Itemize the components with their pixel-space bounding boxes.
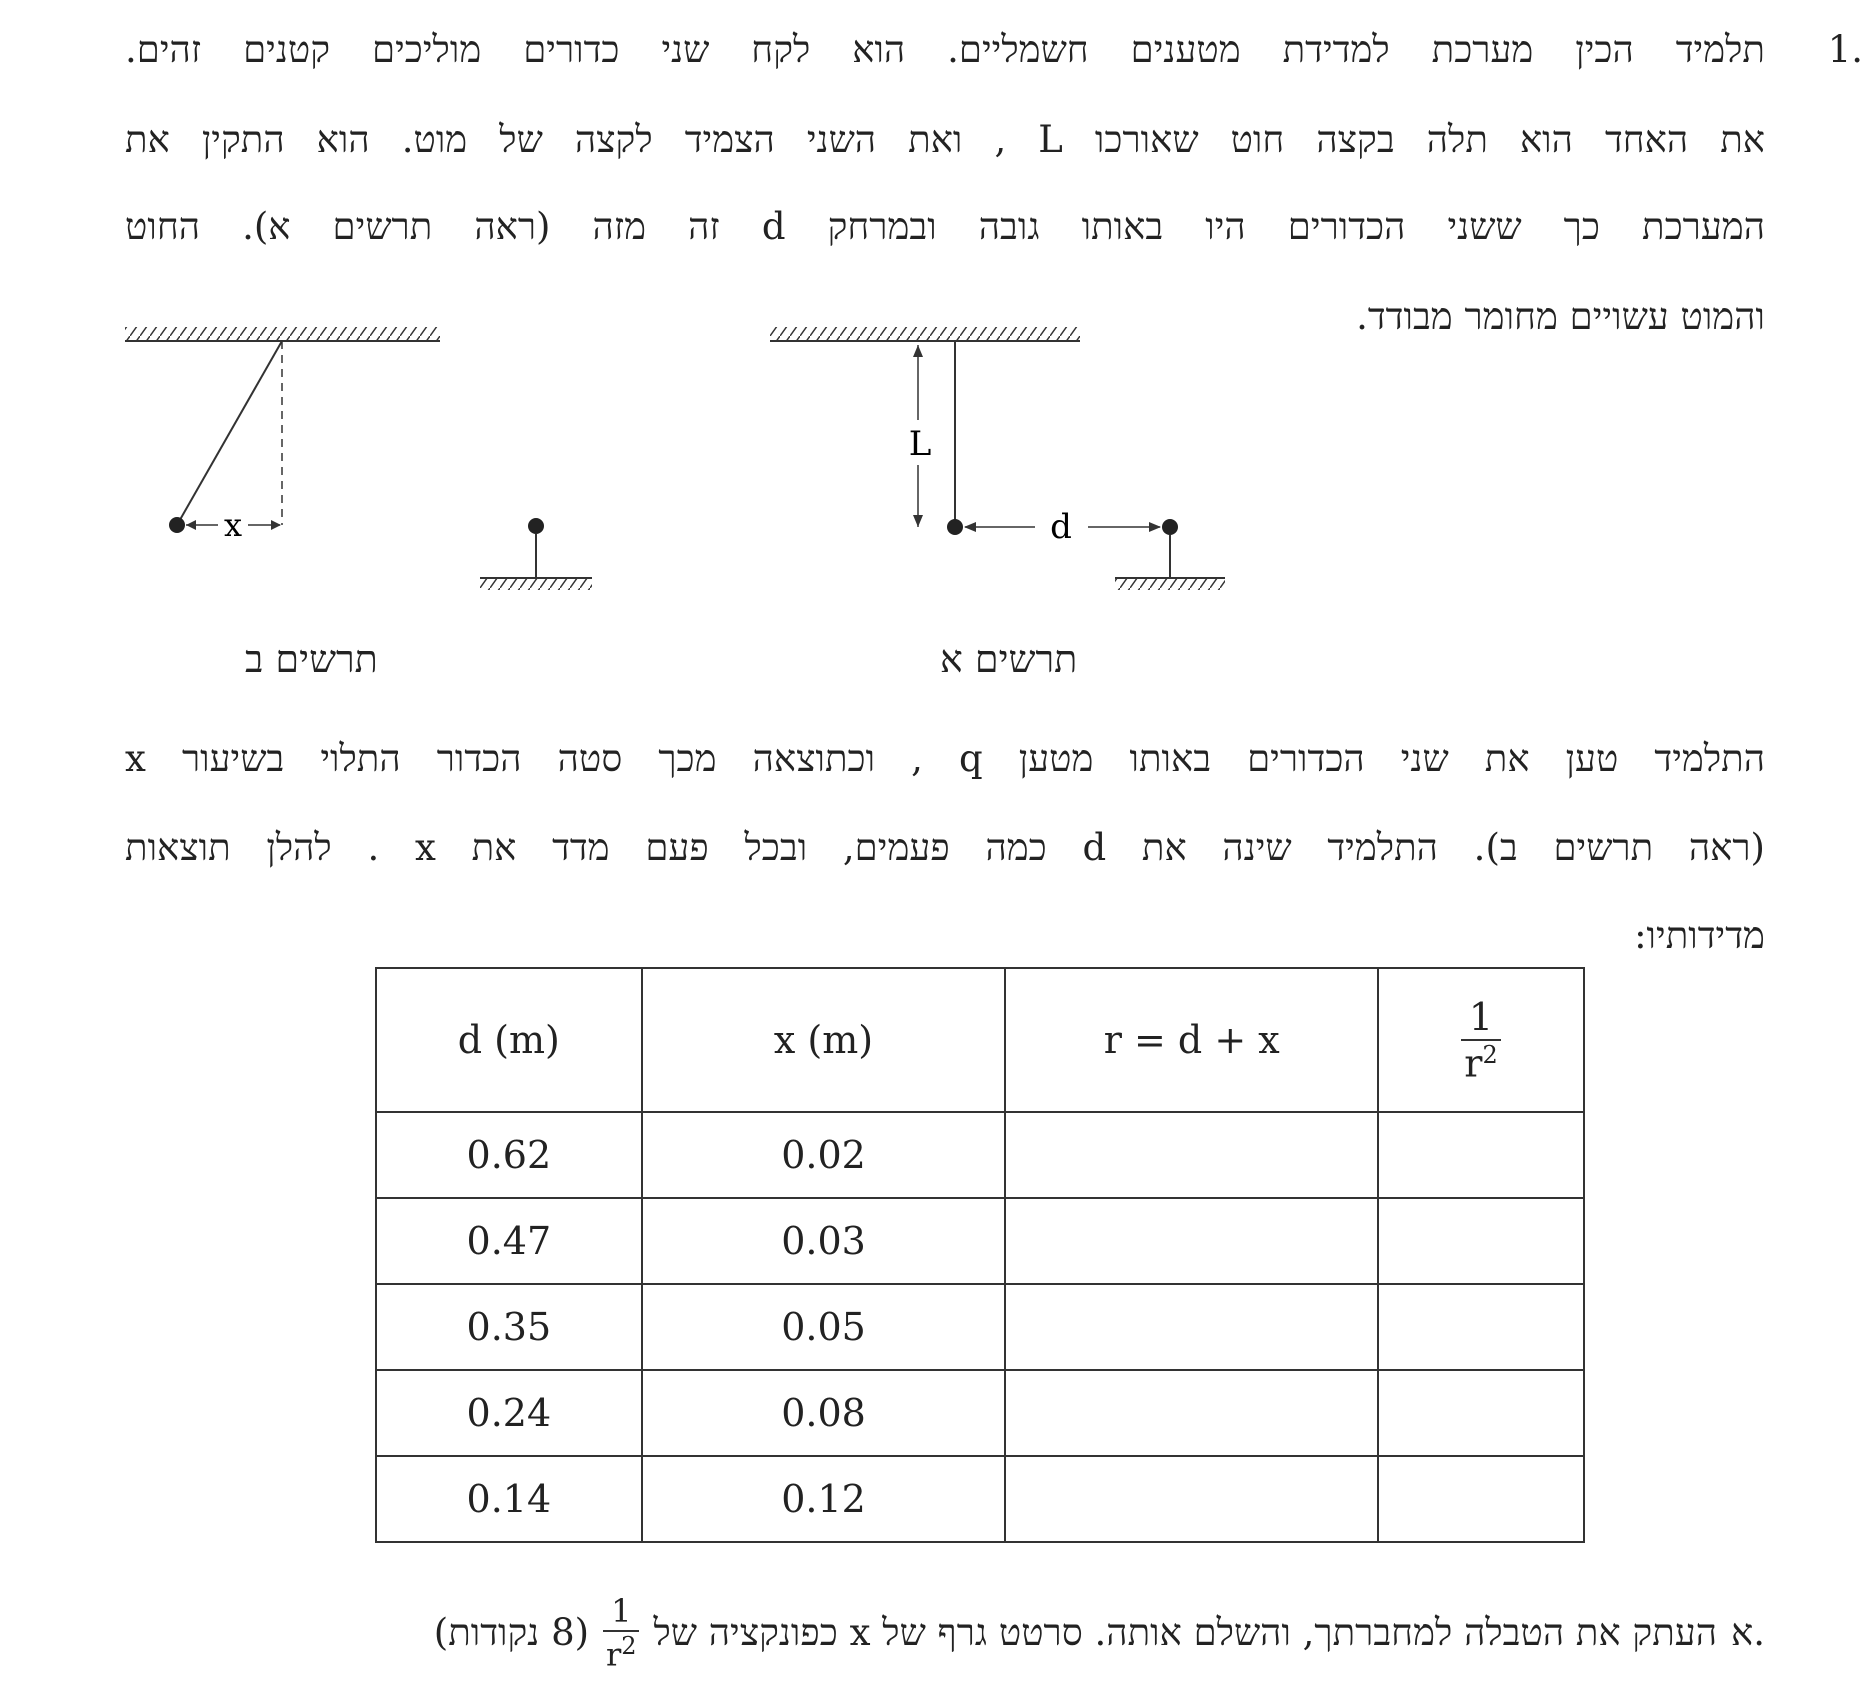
- cell-r: [1005, 1112, 1378, 1198]
- question-number: 1.: [1827, 28, 1863, 71]
- header-frac-exp: 2: [1482, 1040, 1498, 1069]
- rod-ball-a: [1162, 519, 1178, 535]
- results-table: [375, 967, 1585, 1543]
- question-a-points: (8 נקודות): [433, 1610, 590, 1654]
- header-r: r = d + x: [1005, 968, 1378, 1112]
- table-header-row: [376, 968, 1584, 1112]
- cell-x: 0.02: [642, 1112, 1006, 1198]
- cell-inverse: [1378, 1370, 1584, 1456]
- caption-figure-b: תרשים ב: [245, 637, 378, 681]
- question-a: [434, 1592, 1765, 1674]
- ground-b: [480, 578, 592, 590]
- ceiling-a: [770, 327, 1080, 341]
- table-row: [376, 1284, 1584, 1370]
- cell-x: 0.08: [642, 1370, 1006, 1456]
- intro-line-2: את האחד הוא תלה בקצה חוט שאורכו L , ואת השני הצמיד לקצה של מוט. הוא התקין את: [125, 118, 1765, 161]
- cell-inverse: [1378, 1284, 1584, 1370]
- cell-x: 0.05: [642, 1284, 1006, 1370]
- cell-r: [1005, 1370, 1378, 1456]
- ceiling-b: [125, 327, 440, 341]
- cell-inverse: [1378, 1198, 1584, 1284]
- cell-r: [1005, 1198, 1378, 1284]
- header-frac-den: r: [1464, 1041, 1483, 1086]
- cell-d: 0.35: [376, 1284, 642, 1370]
- intro-line-3: המערכת כך ששני הכדורים היו באותו גובה ובמרחק d זה מזה (ראה תרשים א). החוט: [125, 205, 1765, 248]
- caption-figure-a: תרשים א: [940, 637, 1078, 681]
- figure-b: [125, 327, 592, 590]
- hanging-ball-a: [947, 519, 963, 535]
- cell-d: 0.14: [376, 1456, 642, 1542]
- label-L: L: [908, 424, 932, 464]
- table-row: [376, 1198, 1584, 1284]
- cell-inverse: [1378, 1456, 1584, 1542]
- string-b: [177, 341, 282, 525]
- cell-r: [1005, 1284, 1378, 1370]
- table-row: [376, 1370, 1584, 1456]
- header-d: d (m): [376, 968, 642, 1112]
- cell-r: [1005, 1456, 1378, 1542]
- header-inverse-r-squared: [1378, 968, 1584, 1112]
- middle-line-1: התלמיד טען את שני הכדורים באותו מטען q , וכתוצאה מכך סטה הכדור התלוי בשיעור x: [125, 737, 1765, 780]
- middle-line-2: (ראה תרשים ב). התלמיד שינה את d כמה פעמים, ובכל פעם מדד את x . להלן תוצאות: [125, 826, 1765, 869]
- ground-a: [1115, 578, 1225, 590]
- table-row: [376, 1112, 1584, 1198]
- cell-d: 0.62: [376, 1112, 642, 1198]
- question-a-frac-den: r: [605, 1635, 622, 1674]
- table-row: [376, 1456, 1584, 1542]
- cell-x: 0.03: [642, 1198, 1006, 1284]
- cell-x: 0.12: [642, 1456, 1006, 1542]
- cell-d: 0.47: [376, 1198, 642, 1284]
- rod-ball-b: [528, 518, 544, 534]
- header-frac-num: 1: [1461, 995, 1501, 1041]
- label-x: x: [223, 506, 243, 544]
- hanging-ball-b: [169, 517, 185, 533]
- question-a-fraction: [603, 1592, 639, 1674]
- figure-a: [770, 327, 1225, 590]
- cell-inverse: [1378, 1112, 1584, 1198]
- intro-line-4: והמוט עשויים מחומר מבודד.: [1356, 295, 1765, 338]
- question-a-frac-num: 1: [603, 1592, 639, 1632]
- header-x: x (m): [642, 968, 1006, 1112]
- middle-line-3: מדידותיו:: [1634, 914, 1765, 957]
- label-d: d: [1050, 507, 1072, 547]
- question-a-text: העתק את הטבלה למחברתך, והשלם אותה. סרטט גרף של x כפונקציה של: [653, 1610, 1718, 1654]
- intro-line-1: תלמיד הכין מערכת למדידת מטענים חשמליים. הוא לקח שני כדורים מוליכים קטנים זהים.: [125, 28, 1765, 71]
- question-a-letter: א.: [1731, 1610, 1765, 1654]
- question-a-frac-exp: 2: [621, 1632, 637, 1660]
- figures-diagram: [0, 0, 1875, 640]
- cell-d: 0.24: [376, 1370, 642, 1456]
